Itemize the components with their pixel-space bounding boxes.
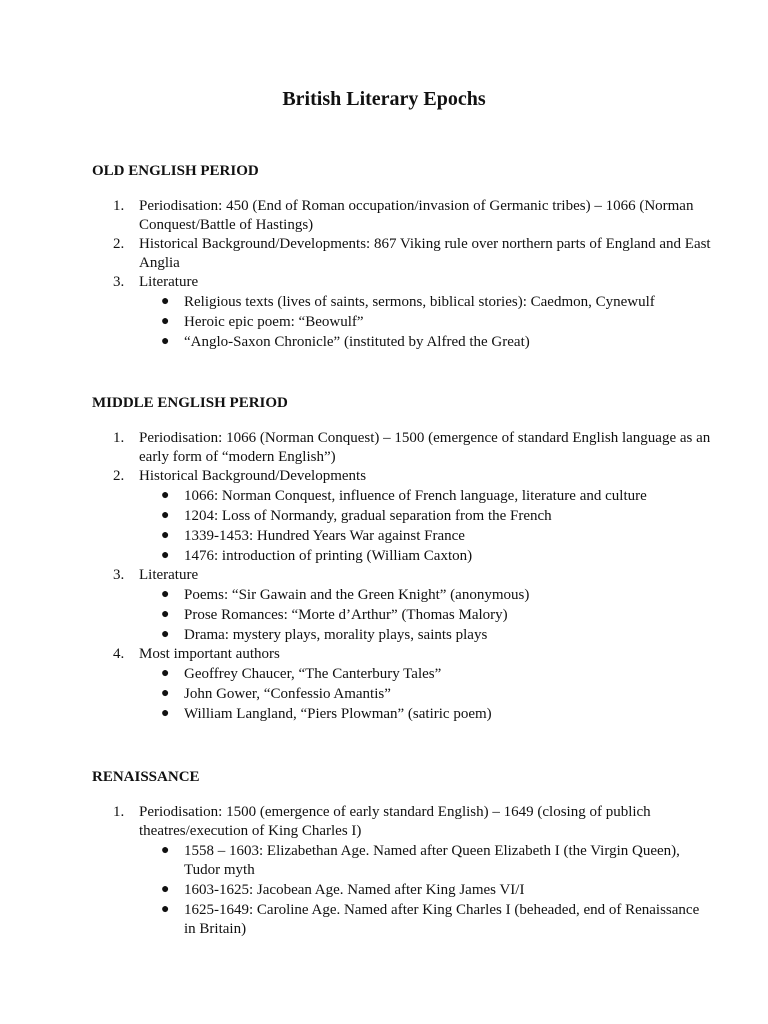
bullet-icon: ● bbox=[161, 334, 170, 349]
list-item bbox=[92, 803, 712, 939]
bullet-icon: ● bbox=[161, 686, 170, 701]
list-item-text: Historical Background/Developments bbox=[139, 468, 367, 484]
bullet-icon: ● bbox=[161, 666, 170, 681]
bullet-list bbox=[139, 841, 712, 939]
list-item-number: 1. bbox=[113, 804, 125, 820]
section-heading: MIDDLE ENGLISH PERIOD bbox=[92, 395, 288, 411]
bullet-text: Drama: mystery plays, morality plays, saints plays bbox=[184, 627, 488, 643]
bullet-icon: ● bbox=[161, 294, 170, 309]
bullet-icon: ● bbox=[161, 548, 170, 563]
bullet-item bbox=[139, 625, 712, 645]
bullet-icon: ● bbox=[161, 627, 170, 642]
bullet-item bbox=[139, 684, 712, 704]
bullet-icon: ● bbox=[161, 607, 170, 622]
list-item-text: Literature bbox=[139, 274, 199, 290]
document-title: British Literary Epochs bbox=[282, 88, 486, 110]
bullet-text: 1476: introduction of printing (William Caxton) bbox=[184, 548, 473, 564]
bullet-item bbox=[139, 880, 712, 900]
bullet-text: William Langland, “Piers Plowman” (satiric poem) bbox=[184, 706, 492, 722]
bullet-text: Geoffrey Chaucer, “The Canterbury Tales” bbox=[184, 666, 442, 682]
bullet-item bbox=[139, 546, 712, 566]
bullet-text: 1339-1453: Hundred Years War against France bbox=[184, 528, 465, 544]
list-item bbox=[92, 273, 712, 352]
bullet-list bbox=[139, 585, 712, 645]
bullet-icon: ● bbox=[161, 488, 170, 503]
bullet-item bbox=[139, 332, 712, 352]
section-middle-english bbox=[92, 394, 712, 724]
list-item-number: 1. bbox=[113, 198, 125, 214]
list-item-number: 2. bbox=[113, 236, 125, 252]
list-item-number: 3. bbox=[113, 274, 125, 290]
list-item-number: 1. bbox=[113, 430, 125, 446]
list-item-number: 2. bbox=[113, 468, 125, 484]
list-item-text: Periodisation: 450 (End of Roman occupation/invasion of Germanic tribes) – 1066 (Norman Conquest/Battle of Hastings) bbox=[139, 198, 694, 233]
list-item-number: 4. bbox=[113, 646, 125, 662]
bullet-text: Poems: “Sir Gawain and the Green Knight” (anonymous) bbox=[184, 587, 530, 603]
bullet-text: 1558 – 1603: Elizabethan Age. Named after Queen Elizabeth I (the Virgin Queen), Tudor myth bbox=[184, 843, 680, 878]
bullet-icon: ● bbox=[161, 528, 170, 543]
numbered-list bbox=[92, 803, 712, 939]
bullet-item bbox=[139, 841, 712, 880]
bullet-icon: ● bbox=[161, 508, 170, 523]
bullet-item bbox=[139, 292, 712, 312]
bullet-item bbox=[139, 605, 712, 625]
bullet-icon: ● bbox=[161, 882, 170, 897]
bullet-icon: ● bbox=[161, 902, 170, 917]
list-item-text: Historical Background/Developments: 867 Viking rule over northern parts of England and East Anglia bbox=[139, 236, 711, 271]
list-item-number: 3. bbox=[113, 567, 125, 583]
bullet-item bbox=[139, 704, 712, 724]
list-item-text: Periodisation: 1500 (emergence of early standard English) – 1649 (closing of publich theatres/execution of King Charles I) bbox=[139, 804, 651, 839]
section-heading: OLD ENGLISH PERIOD bbox=[92, 163, 259, 179]
bullet-item bbox=[139, 526, 712, 546]
list-item-text: Literature bbox=[139, 567, 199, 583]
list-item-text: Most important authors bbox=[139, 646, 280, 662]
bullet-list bbox=[139, 486, 712, 566]
list-item-text: Periodisation: 1066 (Norman Conquest) – 1500 (emergence of standard English language as an early form of “modern English”) bbox=[139, 430, 711, 465]
bullet-item bbox=[139, 900, 712, 939]
bullet-text: 1625-1649: Caroline Age. Named after King Charles I (beheaded, end of Renaissance in Britain) bbox=[184, 902, 700, 937]
section-renaissance bbox=[92, 768, 712, 939]
bullet-list bbox=[139, 292, 712, 352]
bullet-item bbox=[139, 486, 712, 506]
list-item bbox=[92, 429, 712, 467]
bullet-icon: ● bbox=[161, 314, 170, 329]
bullet-text: 1066: Norman Conquest, influence of French language, literature and culture bbox=[184, 488, 647, 504]
bullet-text: Prose Romances: “Morte d’Arthur” (Thomas Malory) bbox=[184, 607, 508, 623]
bullet-icon: ● bbox=[161, 706, 170, 721]
bullet-item bbox=[139, 585, 712, 605]
bullet-item bbox=[139, 664, 712, 684]
bullet-text: Religious texts (lives of saints, sermons, biblical stories): Caedmon, Cynewulf bbox=[184, 294, 655, 310]
bullet-icon: ● bbox=[161, 843, 170, 858]
list-item bbox=[92, 566, 712, 645]
list-item bbox=[92, 197, 712, 235]
list-item bbox=[92, 467, 712, 566]
bullet-text: 1204: Loss of Normandy, gradual separation from the French bbox=[184, 508, 552, 524]
bullet-icon: ● bbox=[161, 587, 170, 602]
section-old-english bbox=[92, 162, 712, 352]
numbered-list bbox=[92, 197, 712, 352]
numbered-list bbox=[92, 429, 712, 724]
bullet-item bbox=[139, 506, 712, 526]
section-heading: RENAISSANCE bbox=[92, 769, 200, 785]
list-item bbox=[92, 645, 712, 724]
list-item bbox=[92, 235, 712, 273]
bullet-text: Heroic epic poem: “Beowulf” bbox=[184, 314, 364, 330]
bullet-text: John Gower, “Confessio Amantis” bbox=[184, 686, 391, 702]
bullet-text: 1603-1625: Jacobean Age. Named after King James VI/I bbox=[184, 882, 525, 898]
bullet-text: “Anglo-Saxon Chronicle” (instituted by Alfred the Great) bbox=[184, 334, 530, 350]
bullet-list bbox=[139, 664, 712, 724]
bullet-item bbox=[139, 312, 712, 332]
